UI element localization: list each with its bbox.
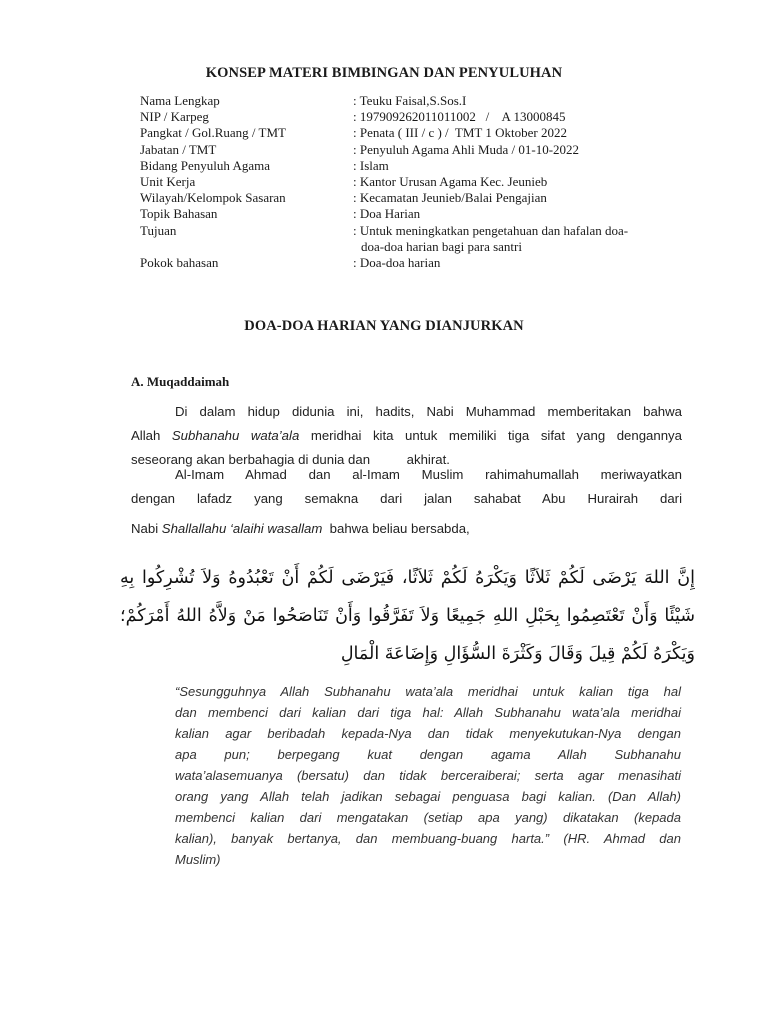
info-value (353, 158, 700, 174)
paragraph-2-line-3: Nabi Shallallahu ‘alaihi wasallam bahwa beliau bersabda, (131, 521, 470, 536)
info-value-text: doa-doa harian bagi para santri (361, 238, 522, 254)
info-separator: : (353, 255, 360, 271)
info-separator: : (353, 109, 360, 125)
info-value-text: Penyuluh Agama Ahli Muda / 01-10-2022 (359, 141, 580, 157)
hadith-translation-quote (175, 681, 681, 870)
section-title: DOA-DOA HARIAN YANG DIANJURKAN (244, 318, 524, 334)
info-value-text: Penata ( III / c ) / TMT 1 Oktober 2022 (359, 125, 567, 141)
info-table (140, 93, 700, 271)
info-value (353, 93, 700, 109)
subheading-muqaddimah: A. Muqaddaimah (131, 374, 230, 389)
info-value-text: 197909262011011002 / A 13000845 (359, 109, 566, 125)
info-value-text: Teuku Faisal,S.Sos.I (359, 93, 467, 108)
info-row (140, 109, 700, 125)
paragraph-1-line-1: Di dalam hidup didunia ini, hadits, Nabi Muhammad memberitakan bahwa (175, 404, 682, 419)
info-label: Topik Bahasan (140, 206, 218, 222)
quote-line-8: kalian), banyak bertanya, dan membuang-buang harta.” (HR. Ahmad dan (175, 831, 681, 846)
quote-line-5: wata’alasemuanya (bersatu) dan tidak berceraiberai; serta agar menasihati (175, 768, 681, 783)
info-separator: : (353, 157, 360, 173)
info-label: Unit Kerja (140, 174, 196, 190)
info-value-text: Doa-doa harian (359, 255, 441, 271)
info-separator: : (353, 125, 360, 141)
info-row (140, 190, 700, 206)
quote-line-4: apa pun; berpegang kuat dengan agama Allah Subhanahu (175, 747, 681, 762)
info-label: Tujuan (140, 222, 177, 238)
info-label: Pokok bahasan (140, 255, 219, 271)
info-row (140, 174, 700, 190)
info-value-text: Kantor Urusan Agama Kec. Jeunieb (359, 174, 548, 190)
info-label: Nama Lengkap (140, 93, 220, 108)
info-row (140, 158, 700, 174)
info-row (140, 93, 700, 109)
info-separator: : (353, 222, 360, 238)
info-value-text: Doa Harian (359, 206, 421, 222)
arabic-line-1: إِنَّ اللهَ يَرْضَى لَكُمْ ثَلاَثًا وَيَكْرَهُ لَكُمْ ثَلاَثًا، فَيَرْضَى لَكُمْ أَنْ تَعْبُدُوهُ وَلاَ تُشْرِكُوا بِهِ (120, 568, 695, 588)
arabic-hadith (120, 559, 695, 673)
info-value-text: Kecamatan Jeunieb/Balai Pengajian (359, 190, 547, 206)
info-value (353, 190, 700, 206)
paragraph-1-line-3: seseorang akan berbahagia di dunia dan akhirat. (131, 452, 450, 467)
info-value (353, 223, 700, 255)
arabic-line-2: شَيْئًا وَأَنْ تَعْتَصِمُوا بِحَبْلِ اللهِ جَمِيعًا وَلاَ تَفَرَّقُوا وَأَنْ تَنَاصَحُوا مَنْ وَلاَّهُ اللهُ أَمْرَكُمْ؛ (120, 606, 695, 626)
quote-line-3: kalian agar beribadah kepada-Nya dan tidak menyekutukan-Nya dengan (175, 726, 681, 741)
paragraph-2-line-2: dengan lafadz yang semakna dari jalan sahabat Abu Hurairah dari (131, 491, 682, 506)
info-row (140, 206, 700, 222)
info-value (353, 206, 700, 222)
paragraph-2 (131, 463, 682, 541)
info-value (353, 109, 700, 125)
info-row (140, 223, 700, 255)
info-label: Pangkat / Gol.Ruang / TMT (140, 125, 287, 141)
paragraph-1-line-2: Allah Subhanahu wata’ala meridhai kita untuk memiliki tiga sifat yang dengannya (131, 428, 682, 443)
info-separator: : (353, 93, 360, 108)
info-value-text: Islam (359, 157, 389, 173)
info-value (353, 174, 700, 190)
info-row (140, 125, 700, 141)
quote-line-9: Muslim) (175, 852, 221, 867)
info-row (140, 255, 700, 271)
quote-line-1: “Sesungguhnya Allah Subhanahu wata’ala meridhai untuk kalian tiga hal (175, 684, 681, 699)
info-value-text: Untuk meningkatkan pengetahuan dan hafalan doa- (359, 222, 629, 238)
info-separator: : (353, 141, 360, 157)
info-value (353, 125, 700, 141)
info-label: Wilayah/Kelompok Sasaran (140, 190, 286, 206)
info-value (353, 142, 700, 158)
info-separator: : (353, 206, 360, 222)
paragraph-2-line-1: Al-Imam Ahmad dan al-Imam Muslim rahimahumallah meriwayatkan (175, 467, 682, 482)
info-separator: : (353, 190, 360, 206)
paragraph-1 (131, 400, 682, 472)
info-separator: : (353, 174, 360, 190)
document-title: KONSEP MATERI BIMBINGAN DAN PENYULUHAN (205, 65, 563, 81)
info-label: Jabatan / TMT (140, 141, 217, 157)
info-value (353, 255, 700, 271)
quote-line-2: dan membenci dari kalian dari tiga hal: Allah Subhanahu wata’ala meridhai (175, 705, 681, 720)
info-label: NIP / Karpeg (140, 109, 209, 125)
info-label: Bidang Penyuluh Agama (140, 157, 270, 173)
quote-line-6: orang yang Allah telah jadikan sebagai penguasa bagi kalian. (Dan Allah) (175, 789, 681, 804)
info-row (140, 142, 700, 158)
quote-line-7: membenci kalian dari mengatakan (setiap apa yang) dikatakan (kepada (175, 810, 681, 825)
arabic-line-3: وَيَكْرَهُ لَكُمْ قِيلَ وَقَالَ وَكَثْرَةَ السُّؤَالِ وَإِضَاعَةَ الْمَالِ (340, 644, 695, 664)
